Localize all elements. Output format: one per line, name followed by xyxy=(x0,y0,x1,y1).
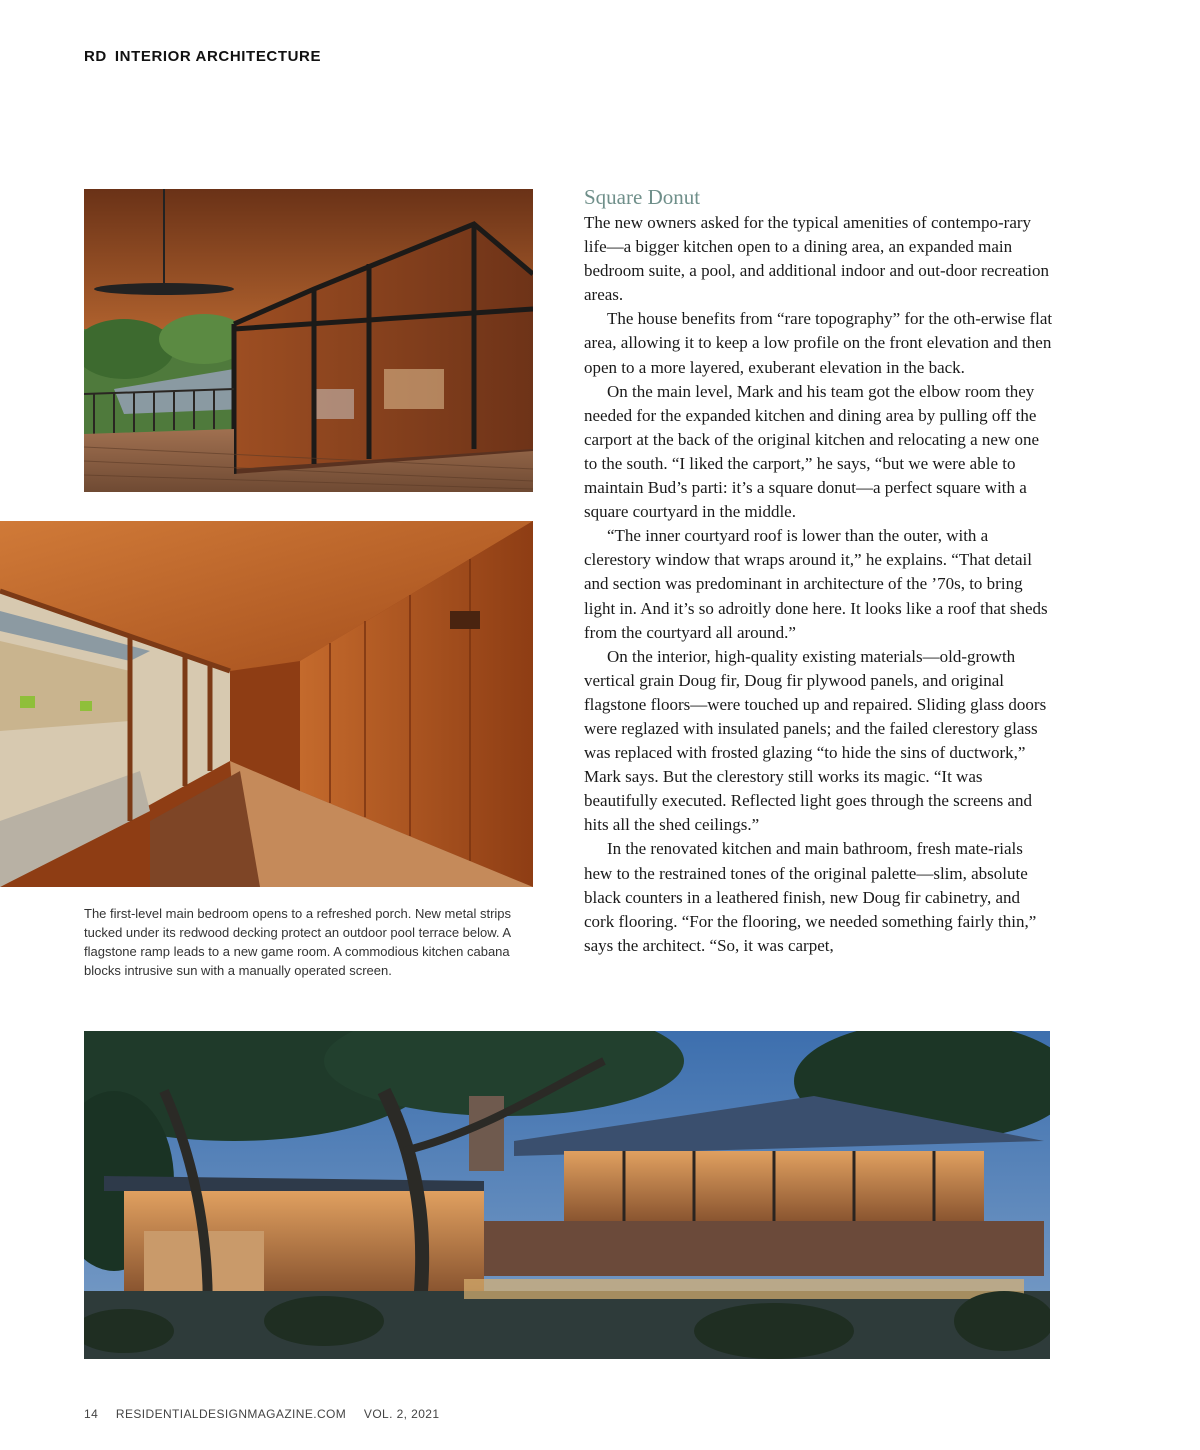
footer-site: RESIDENTIALDESIGNMAGAZINE.COM xyxy=(115,1407,347,1421)
paragraph-3: On the main level, Mark and his team got the elbow room they needed for the expanded kitchen and dining area by pulling off the carport at the back of the original kitchen and relocating a new one to the south. “I liked the carport,” he says, “but we were able to maintain Bud’s parti: it’s a square donut—a perfect square with a square courtyard in the middle. xyxy=(584,381,1040,522)
article-heading: Square Donut xyxy=(584,185,701,209)
exterior-dusk-photo xyxy=(84,1031,1050,1359)
paragraph-1: The new owners asked for the typical amenities of contempo-rary life—a bigger kitchen open to a dining area, an expanded main bedroom suite, a pool, and additional indoor and out-door recreation areas. xyxy=(584,213,1050,305)
paragraph-2: The house benefits from “rare topography” for the oth-erwise flat area, allowing it to keep a low profile on the front elevation and then open to a more layered, exuberant elevation in the back. xyxy=(584,309,1053,377)
hallway-photo xyxy=(0,521,533,887)
porch-photo xyxy=(84,189,533,492)
section-header xyxy=(84,48,321,65)
header-section: INTERIOR ARCHITECTURE xyxy=(114,48,322,65)
paragraph-4: “The inner courtyard roof is lower than the outer, with a clerestory window that wraps around it,” he explains. “That detail and section was predominant in architecture of the ’70s, to bring light in. And it’s so adroitly done here. It looks like a roof that sheds from the courtyard all around.” xyxy=(584,526,1048,642)
paragraph-6: In the renovated kitchen and main bathroom, fresh mate-rials hew to the restrained tones of the original palette—slim, absolute black counters in a leathered finish, new Doug fir cabinetry, and cork flooring. “For the flooring, we needed something fairly thin,” says the architect. “So, it was carpet, xyxy=(584,839,1037,955)
article-body xyxy=(584,183,1054,958)
photo-caption: The first-level main bedroom opens to a refreshed porch. New metal strips tucked under its redwood decking protect an outdoor pool terrace below. A flagstone ramp leads to a new game room. A commodious kitchen cabana blocks intrusive sun with a manually operated screen. xyxy=(84,906,512,978)
page-number: 14 xyxy=(84,1407,99,1421)
paragraph-5: On the interior, high-quality existing materials—old-growth vertical grain Doug fir, Doug fir plywood panels, and original flagstone floors—were touched up and repaired. Sliding glass doors were reglazed with insulated panels; and the failed clerestory glass was replaced with frosted glazing “to hide the sins of ductwork,” Mark says. But the clerestory still works its magic. “It was beautifully executed. Reflected light goes through the screens and hits all the shed ceilings.” xyxy=(584,646,1047,835)
page-footer xyxy=(84,1407,453,1421)
header-prefix: RD xyxy=(84,48,107,65)
footer-issue: VOL. 2, 2021 xyxy=(363,1407,440,1421)
